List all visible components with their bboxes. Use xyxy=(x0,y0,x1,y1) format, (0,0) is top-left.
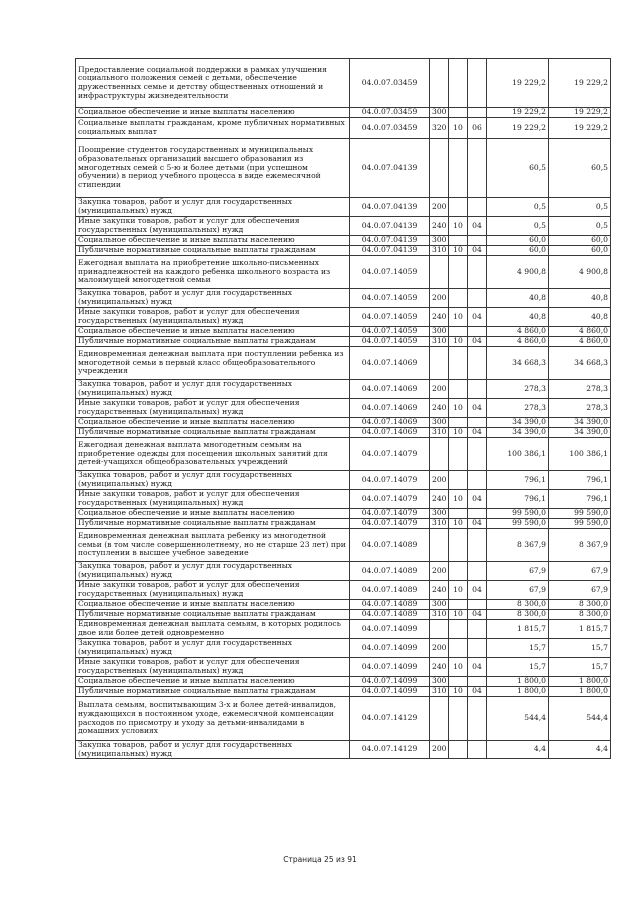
row-pr: 04 xyxy=(468,217,487,236)
row-rz: 10 xyxy=(449,581,468,600)
row-rz: 10 xyxy=(449,217,468,236)
row-name: Социальное обеспечение и иные выплаты населению xyxy=(76,600,350,610)
row-vr: 300 xyxy=(430,600,449,610)
row-pr: 04 xyxy=(468,658,487,677)
row-code: 04.0.07.14079 xyxy=(350,471,430,490)
row-sum-1: 15,7 xyxy=(487,658,549,677)
row-vr: 300 xyxy=(430,236,449,246)
row-pr xyxy=(468,347,487,380)
row-pr xyxy=(468,256,487,289)
row-sum-2: 34 668,3 xyxy=(549,347,611,380)
row-rz xyxy=(449,677,468,687)
row-sum-1: 34 668,3 xyxy=(487,347,549,380)
row-sum-1: 40,8 xyxy=(487,308,549,327)
row-pr: 04 xyxy=(468,687,487,697)
row-name: Закупка товаров, работ и услуг для государственных (муниципальных) нужд xyxy=(76,562,350,581)
table-row xyxy=(76,256,611,289)
row-sum-1: 0,5 xyxy=(487,198,549,217)
row-name: Закупка товаров, работ и услуг для государственных (муниципальных) нужд xyxy=(76,741,350,759)
row-rz: 10 xyxy=(449,490,468,509)
table-row xyxy=(76,59,611,108)
row-name: Единовременная денежная выплата семьям, в которых родилось двое или более детей одновременно xyxy=(76,620,350,639)
row-name: Социальное обеспечение и иные выплаты населению xyxy=(76,327,350,337)
row-pr xyxy=(468,59,487,108)
table-row xyxy=(76,217,611,236)
table-row xyxy=(76,581,611,600)
row-pr xyxy=(468,380,487,399)
row-vr: 310 xyxy=(430,246,449,256)
row-sum-1: 544,4 xyxy=(487,697,549,741)
row-name: Иные закупки товаров, работ и услуг для обеспечения государственных (муниципальных) нужд xyxy=(76,490,350,509)
row-rz xyxy=(449,471,468,490)
row-rz: 10 xyxy=(449,308,468,327)
row-name: Иные закупки товаров, работ и услуг для обеспечения государственных (муниципальных) нужд xyxy=(76,308,350,327)
row-vr: 300 xyxy=(430,677,449,687)
row-pr: 04 xyxy=(468,337,487,347)
row-name: Публичные нормативные социальные выплаты гражданам xyxy=(76,687,350,697)
row-sum-2: 34 390,0 xyxy=(549,428,611,438)
row-pr xyxy=(468,289,487,308)
row-rz xyxy=(449,59,468,108)
row-sum-2: 8 300,0 xyxy=(549,600,611,610)
row-rz xyxy=(449,347,468,380)
row-name: Публичные нормативные социальные выплаты гражданам xyxy=(76,428,350,438)
row-pr: 04 xyxy=(468,246,487,256)
table-row xyxy=(76,687,611,697)
row-code: 04.0.07.03459 xyxy=(350,59,430,108)
row-sum-2: 4 860,0 xyxy=(549,337,611,347)
row-pr: 04 xyxy=(468,428,487,438)
row-sum-1: 796,1 xyxy=(487,490,549,509)
row-rz: 10 xyxy=(449,687,468,697)
row-rz xyxy=(449,529,468,562)
row-vr xyxy=(430,620,449,639)
row-rz xyxy=(449,697,468,741)
row-pr xyxy=(468,418,487,428)
row-vr: 240 xyxy=(430,490,449,509)
row-sum-2: 8 367,9 xyxy=(549,529,611,562)
row-rz xyxy=(449,600,468,610)
row-rz: 10 xyxy=(449,337,468,347)
row-pr: 04 xyxy=(468,308,487,327)
row-sum-1: 278,3 xyxy=(487,399,549,418)
row-vr: 310 xyxy=(430,610,449,620)
row-code: 04.0.07.14079 xyxy=(350,490,430,509)
row-name: Публичные нормативные социальные выплаты гражданам xyxy=(76,610,350,620)
row-sum-2: 40,8 xyxy=(549,289,611,308)
row-rz xyxy=(449,562,468,581)
row-name: Предоставление социальной поддержки в рамках улучшения социального положения семей с детьми, обеспечение дружественных семье и детству общественных отношений и инфраструктуры жизнедеятельности xyxy=(76,59,350,108)
row-pr xyxy=(468,108,487,118)
table-row xyxy=(76,610,611,620)
row-code: 04.0.07.14099 xyxy=(350,620,430,639)
row-name: Поощрение студентов государственных и муниципальных образовательных организаций высшего образования из многодетных семей с 5-ю и более детьми (при успешном обучении) в период учебного процесса в виде ежемесячной стипендии xyxy=(76,139,350,198)
table-row xyxy=(76,438,611,471)
row-sum-2: 0,5 xyxy=(549,198,611,217)
row-vr: 240 xyxy=(430,217,449,236)
row-name: Публичные нормативные социальные выплаты гражданам xyxy=(76,519,350,529)
row-vr xyxy=(430,59,449,108)
row-rz xyxy=(449,198,468,217)
row-sum-2: 34 390,0 xyxy=(549,418,611,428)
row-rz xyxy=(449,438,468,471)
row-sum-1: 19 229,2 xyxy=(487,59,549,108)
row-sum-2: 544,4 xyxy=(549,697,611,741)
row-name: Социальное обеспечение и иные выплаты населению xyxy=(76,418,350,428)
row-sum-1: 1 800,0 xyxy=(487,687,549,697)
row-code: 04.0.07.03459 xyxy=(350,118,430,139)
row-vr: 200 xyxy=(430,639,449,658)
row-pr: 06 xyxy=(468,118,487,139)
row-code: 04.0.07.14089 xyxy=(350,610,430,620)
row-sum-2: 60,0 xyxy=(549,246,611,256)
row-pr xyxy=(468,471,487,490)
row-sum-2: 19 229,2 xyxy=(549,118,611,139)
row-rz xyxy=(449,620,468,639)
row-sum-2: 278,3 xyxy=(549,380,611,399)
table-row xyxy=(76,519,611,529)
row-vr: 200 xyxy=(430,741,449,759)
table-row xyxy=(76,327,611,337)
row-pr: 04 xyxy=(468,581,487,600)
table-row xyxy=(76,529,611,562)
row-code: 04.0.07.14079 xyxy=(350,519,430,529)
row-pr xyxy=(468,562,487,581)
row-vr xyxy=(430,256,449,289)
row-code: 04.0.07.04139 xyxy=(350,236,430,246)
row-code: 04.0.07.03459 xyxy=(350,108,430,118)
row-sum-2: 67,9 xyxy=(549,581,611,600)
row-code: 04.0.07.14099 xyxy=(350,677,430,687)
row-sum-1: 34 390,0 xyxy=(487,418,549,428)
row-rz xyxy=(449,380,468,399)
row-sum-1: 4 900,8 xyxy=(487,256,549,289)
row-vr: 200 xyxy=(430,380,449,399)
row-code: 04.0.07.14089 xyxy=(350,529,430,562)
table-row xyxy=(76,337,611,347)
row-rz: 10 xyxy=(449,428,468,438)
table-row xyxy=(76,139,611,198)
row-vr: 310 xyxy=(430,428,449,438)
row-vr: 240 xyxy=(430,658,449,677)
table-row xyxy=(76,490,611,509)
row-code: 04.0.07.14059 xyxy=(350,337,430,347)
row-vr xyxy=(430,438,449,471)
row-name: Выплата семьям, воспитывающим 3-х и более детей-инвалидов, нуждающихся в постоянном уходе, ежемесячной компенсации расходов по присмотру и уходу за детьми-инвалидами в домашних условиях xyxy=(76,697,350,741)
row-sum-1: 40,8 xyxy=(487,289,549,308)
row-code: 04.0.07.14069 xyxy=(350,428,430,438)
row-pr xyxy=(468,639,487,658)
row-name: Публичные нормативные социальные выплаты гражданам xyxy=(76,246,350,256)
row-vr: 200 xyxy=(430,471,449,490)
row-sum-1: 8 300,0 xyxy=(487,600,549,610)
row-vr: 240 xyxy=(430,399,449,418)
row-code: 04.0.07.14059 xyxy=(350,289,430,308)
row-name: Иные закупки товаров, работ и услуг для обеспечения государственных (муниципальных) нужд xyxy=(76,581,350,600)
budget-table xyxy=(75,58,611,759)
row-pr xyxy=(468,529,487,562)
row-name: Закупка товаров, работ и услуг для государственных (муниципальных) нужд xyxy=(76,198,350,217)
row-name: Публичные нормативные социальные выплаты гражданам xyxy=(76,337,350,347)
row-name: Закупка товаров, работ и услуг для государственных (муниципальных) нужд xyxy=(76,639,350,658)
row-pr xyxy=(468,139,487,198)
table-row xyxy=(76,428,611,438)
row-rz xyxy=(449,639,468,658)
table-row xyxy=(76,289,611,308)
row-sum-1: 0,5 xyxy=(487,217,549,236)
budget-table-body xyxy=(76,59,611,759)
row-rz xyxy=(449,741,468,759)
row-rz: 10 xyxy=(449,519,468,529)
row-sum-1: 4,4 xyxy=(487,741,549,759)
row-code: 04.0.07.14079 xyxy=(350,509,430,519)
row-sum-2: 19 229,2 xyxy=(549,59,611,108)
row-sum-2: 1 800,0 xyxy=(549,677,611,687)
row-name: Иные закупки товаров, работ и услуг для обеспечения государственных (муниципальных) нужд xyxy=(76,658,350,677)
row-vr xyxy=(430,529,449,562)
row-name: Иные закупки товаров, работ и услуг для обеспечения государственных (муниципальных) нужд xyxy=(76,399,350,418)
row-sum-2: 4,4 xyxy=(549,741,611,759)
row-pr: 04 xyxy=(468,610,487,620)
row-pr xyxy=(468,677,487,687)
table-row xyxy=(76,418,611,428)
row-code: 04.0.07.14059 xyxy=(350,327,430,337)
row-sum-2: 1 800,0 xyxy=(549,687,611,697)
table-row xyxy=(76,697,611,741)
row-name: Закупка товаров, работ и услуг для государственных (муниципальных) нужд xyxy=(76,289,350,308)
row-code: 04.0.07.14059 xyxy=(350,256,430,289)
row-rz xyxy=(449,236,468,246)
row-code: 04.0.07.14089 xyxy=(350,600,430,610)
row-sum-1: 796,1 xyxy=(487,471,549,490)
row-vr: 310 xyxy=(430,687,449,697)
row-vr: 240 xyxy=(430,308,449,327)
row-code: 04.0.07.04139 xyxy=(350,198,430,217)
row-code: 04.0.07.14069 xyxy=(350,418,430,428)
row-sum-1: 4 860,0 xyxy=(487,337,549,347)
row-vr xyxy=(430,697,449,741)
row-sum-1: 19 229,2 xyxy=(487,108,549,118)
row-name: Социальные выплаты гражданам, кроме публичных нормативных социальных выплат xyxy=(76,118,350,139)
row-code: 04.0.07.14089 xyxy=(350,562,430,581)
row-rz xyxy=(449,108,468,118)
row-pr xyxy=(468,198,487,217)
row-rz xyxy=(449,418,468,428)
row-sum-1: 60,0 xyxy=(487,236,549,246)
row-sum-2: 100 386,1 xyxy=(549,438,611,471)
row-vr: 320 xyxy=(430,118,449,139)
row-sum-1: 19 229,2 xyxy=(487,118,549,139)
row-rz xyxy=(449,256,468,289)
row-sum-1: 8 300,0 xyxy=(487,610,549,620)
row-code: 04.0.07.14129 xyxy=(350,697,430,741)
row-sum-1: 67,9 xyxy=(487,562,549,581)
row-sum-2: 8 300,0 xyxy=(549,610,611,620)
row-code: 04.0.07.14099 xyxy=(350,639,430,658)
row-code: 04.0.07.04139 xyxy=(350,246,430,256)
row-vr: 200 xyxy=(430,289,449,308)
row-vr: 300 xyxy=(430,509,449,519)
table-row xyxy=(76,639,611,658)
row-sum-1: 278,3 xyxy=(487,380,549,399)
row-vr: 310 xyxy=(430,519,449,529)
row-name: Социальное обеспечение и иные выплаты населению xyxy=(76,509,350,519)
table-row xyxy=(76,198,611,217)
row-rz: 10 xyxy=(449,658,468,677)
table-row xyxy=(76,562,611,581)
row-vr: 300 xyxy=(430,418,449,428)
table-row xyxy=(76,118,611,139)
row-sum-2: 4 860,0 xyxy=(549,327,611,337)
row-pr xyxy=(468,509,487,519)
row-name: Единовременная денежная выплата ребенку из многодетной семьи (в том числе совершеннолетнему, но не старше 23 лет) при поступлении в высшее учебное заведение xyxy=(76,529,350,562)
row-sum-2: 4 900,8 xyxy=(549,256,611,289)
row-name: Закупка товаров, работ и услуг для государственных (муниципальных) нужд xyxy=(76,471,350,490)
row-sum-1: 15,7 xyxy=(487,639,549,658)
row-rz xyxy=(449,509,468,519)
row-sum-2: 15,7 xyxy=(549,639,611,658)
row-name: Социальное обеспечение и иные выплаты населению xyxy=(76,236,350,246)
table-row xyxy=(76,246,611,256)
table-row xyxy=(76,399,611,418)
row-sum-1: 60,5 xyxy=(487,139,549,198)
row-name: Единовременная денежная выплата при поступлении ребенка из многодетной семьи в первый класс общеобразовательного учреждения xyxy=(76,347,350,380)
row-vr: 240 xyxy=(430,581,449,600)
row-sum-2: 40,8 xyxy=(549,308,611,327)
row-sum-1: 99 590,0 xyxy=(487,509,549,519)
row-sum-1: 34 390,0 xyxy=(487,428,549,438)
row-sum-2: 0,5 xyxy=(549,217,611,236)
row-pr xyxy=(468,600,487,610)
table-row xyxy=(76,741,611,759)
row-vr: 300 xyxy=(430,327,449,337)
row-rz: 10 xyxy=(449,610,468,620)
row-sum-2: 278,3 xyxy=(549,399,611,418)
row-sum-2: 99 590,0 xyxy=(549,509,611,519)
row-pr xyxy=(468,741,487,759)
row-vr: 200 xyxy=(430,198,449,217)
table-row xyxy=(76,236,611,246)
row-sum-1: 8 367,9 xyxy=(487,529,549,562)
row-code: 04.0.07.14069 xyxy=(350,347,430,380)
row-vr: 200 xyxy=(430,562,449,581)
table-row xyxy=(76,380,611,399)
row-sum-2: 796,1 xyxy=(549,471,611,490)
row-code: 04.0.07.14069 xyxy=(350,399,430,418)
table-row xyxy=(76,509,611,519)
row-name: Ежегодная денежная выплата многодетным семьям на приобретение одежды для посещения школьных занятий для детей-учащихся общеобразовательных учреждений xyxy=(76,438,350,471)
row-code: 04.0.07.14079 xyxy=(350,438,430,471)
row-pr xyxy=(468,697,487,741)
row-name: Иные закупки товаров, работ и услуг для обеспечения государственных (муниципальных) нужд xyxy=(76,217,350,236)
row-vr: 310 xyxy=(430,337,449,347)
table-row xyxy=(76,620,611,639)
table-row xyxy=(76,658,611,677)
row-rz: 10 xyxy=(449,399,468,418)
row-code: 04.0.07.04139 xyxy=(350,139,430,198)
table-row xyxy=(76,108,611,118)
row-rz xyxy=(449,327,468,337)
row-code: 04.0.07.14129 xyxy=(350,741,430,759)
row-pr xyxy=(468,327,487,337)
row-sum-1: 4 860,0 xyxy=(487,327,549,337)
row-name: Закупка товаров, работ и услуг для государственных (муниципальных) нужд xyxy=(76,380,350,399)
row-name: Социальное обеспечение и иные выплаты населению xyxy=(76,677,350,687)
row-rz xyxy=(449,289,468,308)
row-pr: 04 xyxy=(468,490,487,509)
row-sum-2: 796,1 xyxy=(549,490,611,509)
row-sum-1: 99 590,0 xyxy=(487,519,549,529)
table-row xyxy=(76,347,611,380)
row-pr xyxy=(468,620,487,639)
row-sum-2: 19 229,2 xyxy=(549,108,611,118)
row-sum-2: 15,7 xyxy=(549,658,611,677)
row-sum-1: 60,0 xyxy=(487,246,549,256)
row-code: 04.0.07.04139 xyxy=(350,217,430,236)
table-row xyxy=(76,308,611,327)
row-sum-1: 1 800,0 xyxy=(487,677,549,687)
row-pr: 04 xyxy=(468,399,487,418)
row-sum-1: 1 815,7 xyxy=(487,620,549,639)
row-rz: 10 xyxy=(449,246,468,256)
row-pr: 04 xyxy=(468,519,487,529)
row-sum-2: 60,5 xyxy=(549,139,611,198)
table-row xyxy=(76,471,611,490)
row-sum-2: 99 590,0 xyxy=(549,519,611,529)
row-vr xyxy=(430,139,449,198)
table-row xyxy=(76,600,611,610)
row-rz xyxy=(449,139,468,198)
row-sum-2: 67,9 xyxy=(549,562,611,581)
row-code: 04.0.07.14069 xyxy=(350,380,430,399)
row-pr xyxy=(468,236,487,246)
row-pr xyxy=(468,438,487,471)
row-code: 04.0.07.14099 xyxy=(350,687,430,697)
row-vr: 300 xyxy=(430,108,449,118)
row-sum-1: 100 386,1 xyxy=(487,438,549,471)
row-name: Ежегодная выплата на приобретение школьно-письменных принадлежностей на каждого ребенка школьного возраста из малоимущей многодетной семьи xyxy=(76,256,350,289)
page-number: Страница 25 из 91 xyxy=(283,855,357,864)
row-sum-2: 60,0 xyxy=(549,236,611,246)
row-name: Социальное обеспечение и иные выплаты населению xyxy=(76,108,350,118)
row-code: 04.0.07.14059 xyxy=(350,308,430,327)
row-sum-2: 1 815,7 xyxy=(549,620,611,639)
row-sum-1: 67,9 xyxy=(487,581,549,600)
row-code: 04.0.07.14099 xyxy=(350,658,430,677)
table-row xyxy=(76,677,611,687)
row-vr xyxy=(430,347,449,380)
row-rz: 10 xyxy=(449,118,468,139)
row-code: 04.0.07.14089 xyxy=(350,581,430,600)
